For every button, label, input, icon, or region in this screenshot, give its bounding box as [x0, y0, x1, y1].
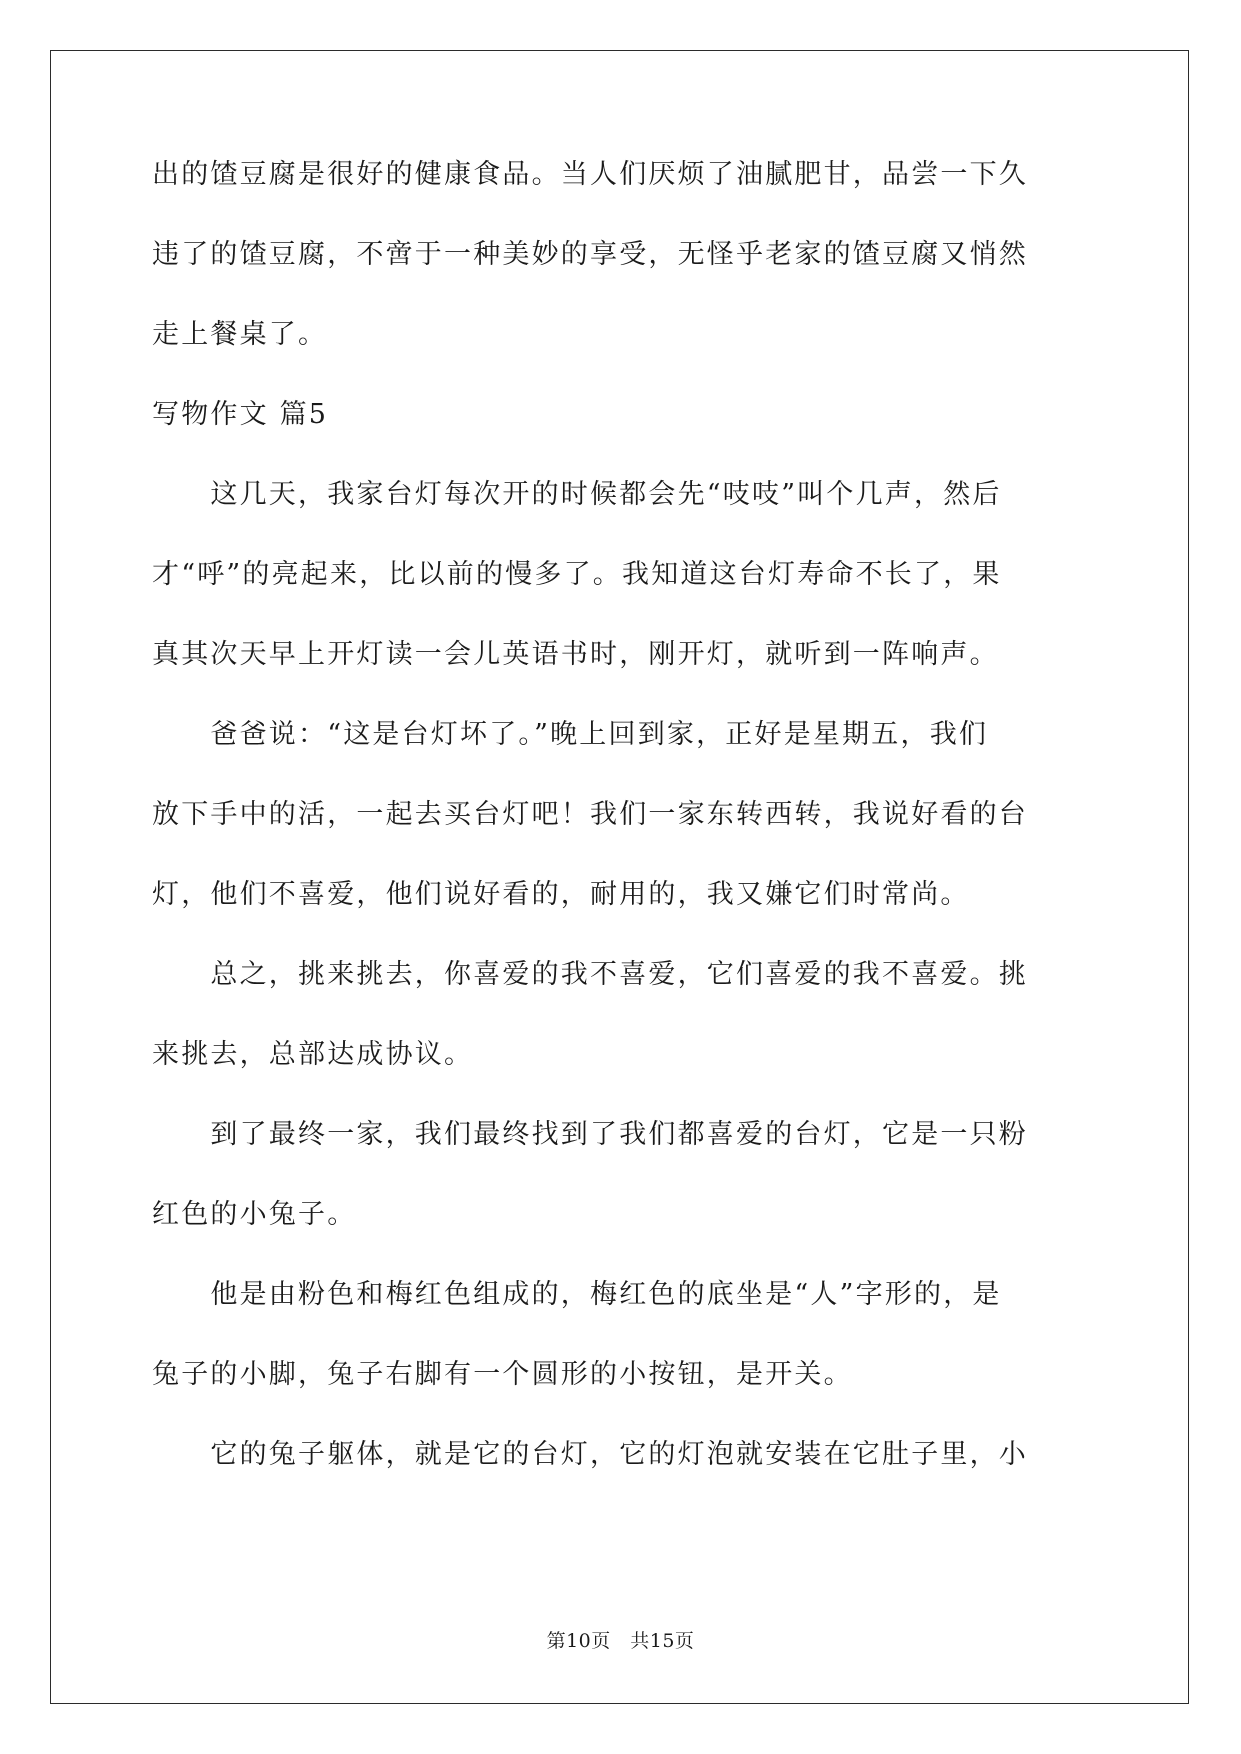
text-line: 红色的小兔子。: [152, 1199, 357, 1230]
text-line: 爸爸说：“这是台灯坏了。”晚上回到家，正好是星期五，我们: [152, 719, 989, 750]
text-line: 走上餐桌了。: [152, 319, 328, 350]
text-line: 它的兔子躯体，就是它的台灯，它的灯泡就安装在它肚子里，小: [152, 1439, 1028, 1470]
text-line: 到了最终一家，我们最终找到了我们都喜爱的台灯，它是一只粉: [152, 1119, 1028, 1150]
section-heading: 写物作文 篇5: [152, 399, 329, 430]
page-number: 第10页 共15页: [546, 1630, 695, 1652]
text-line: 灯，他们不喜爱，他们说好看的，耐用的，我又嫌它们时常尚。: [152, 879, 970, 910]
text-line: 兔子的小脚，兔子右脚有一个圆形的小按钮，是开关。: [152, 1359, 853, 1390]
text-line: 放下手中的活，一起去买台灯吧！我们一家东转西转，我说好看的台: [152, 799, 1028, 830]
text-line: 总之，挑来挑去，你喜爱的我不喜爱，它们喜爱的我不喜爱。挑: [152, 959, 1028, 990]
text-line: 这几天，我家台灯每次开的时候都会先“吱吱”叫个几声，然后: [152, 479, 1002, 510]
text-line: 出的馇豆腐是很好的健康食品。当人们厌烦了油腻肥甘，品尝一下久: [152, 159, 1028, 190]
text-line: 真其次天早上开灯读一会儿英语书时，刚开灯，就听到一阵响声。: [152, 639, 999, 670]
text-line: 来挑去，总部达成协议。: [152, 1039, 474, 1070]
text-line: 才“呼”的亮起来，比以前的慢多了。我知道这台灯寿命不长了，果: [152, 559, 1002, 590]
text-line: 他是由粉色和梅红色组成的，梅红色的底坐是“人”字形的，是: [152, 1279, 1002, 1310]
text-line: 违了的馇豆腐，不啻于一种美妙的享受，无怪乎老家的馇豆腐又悄然: [152, 239, 1028, 270]
